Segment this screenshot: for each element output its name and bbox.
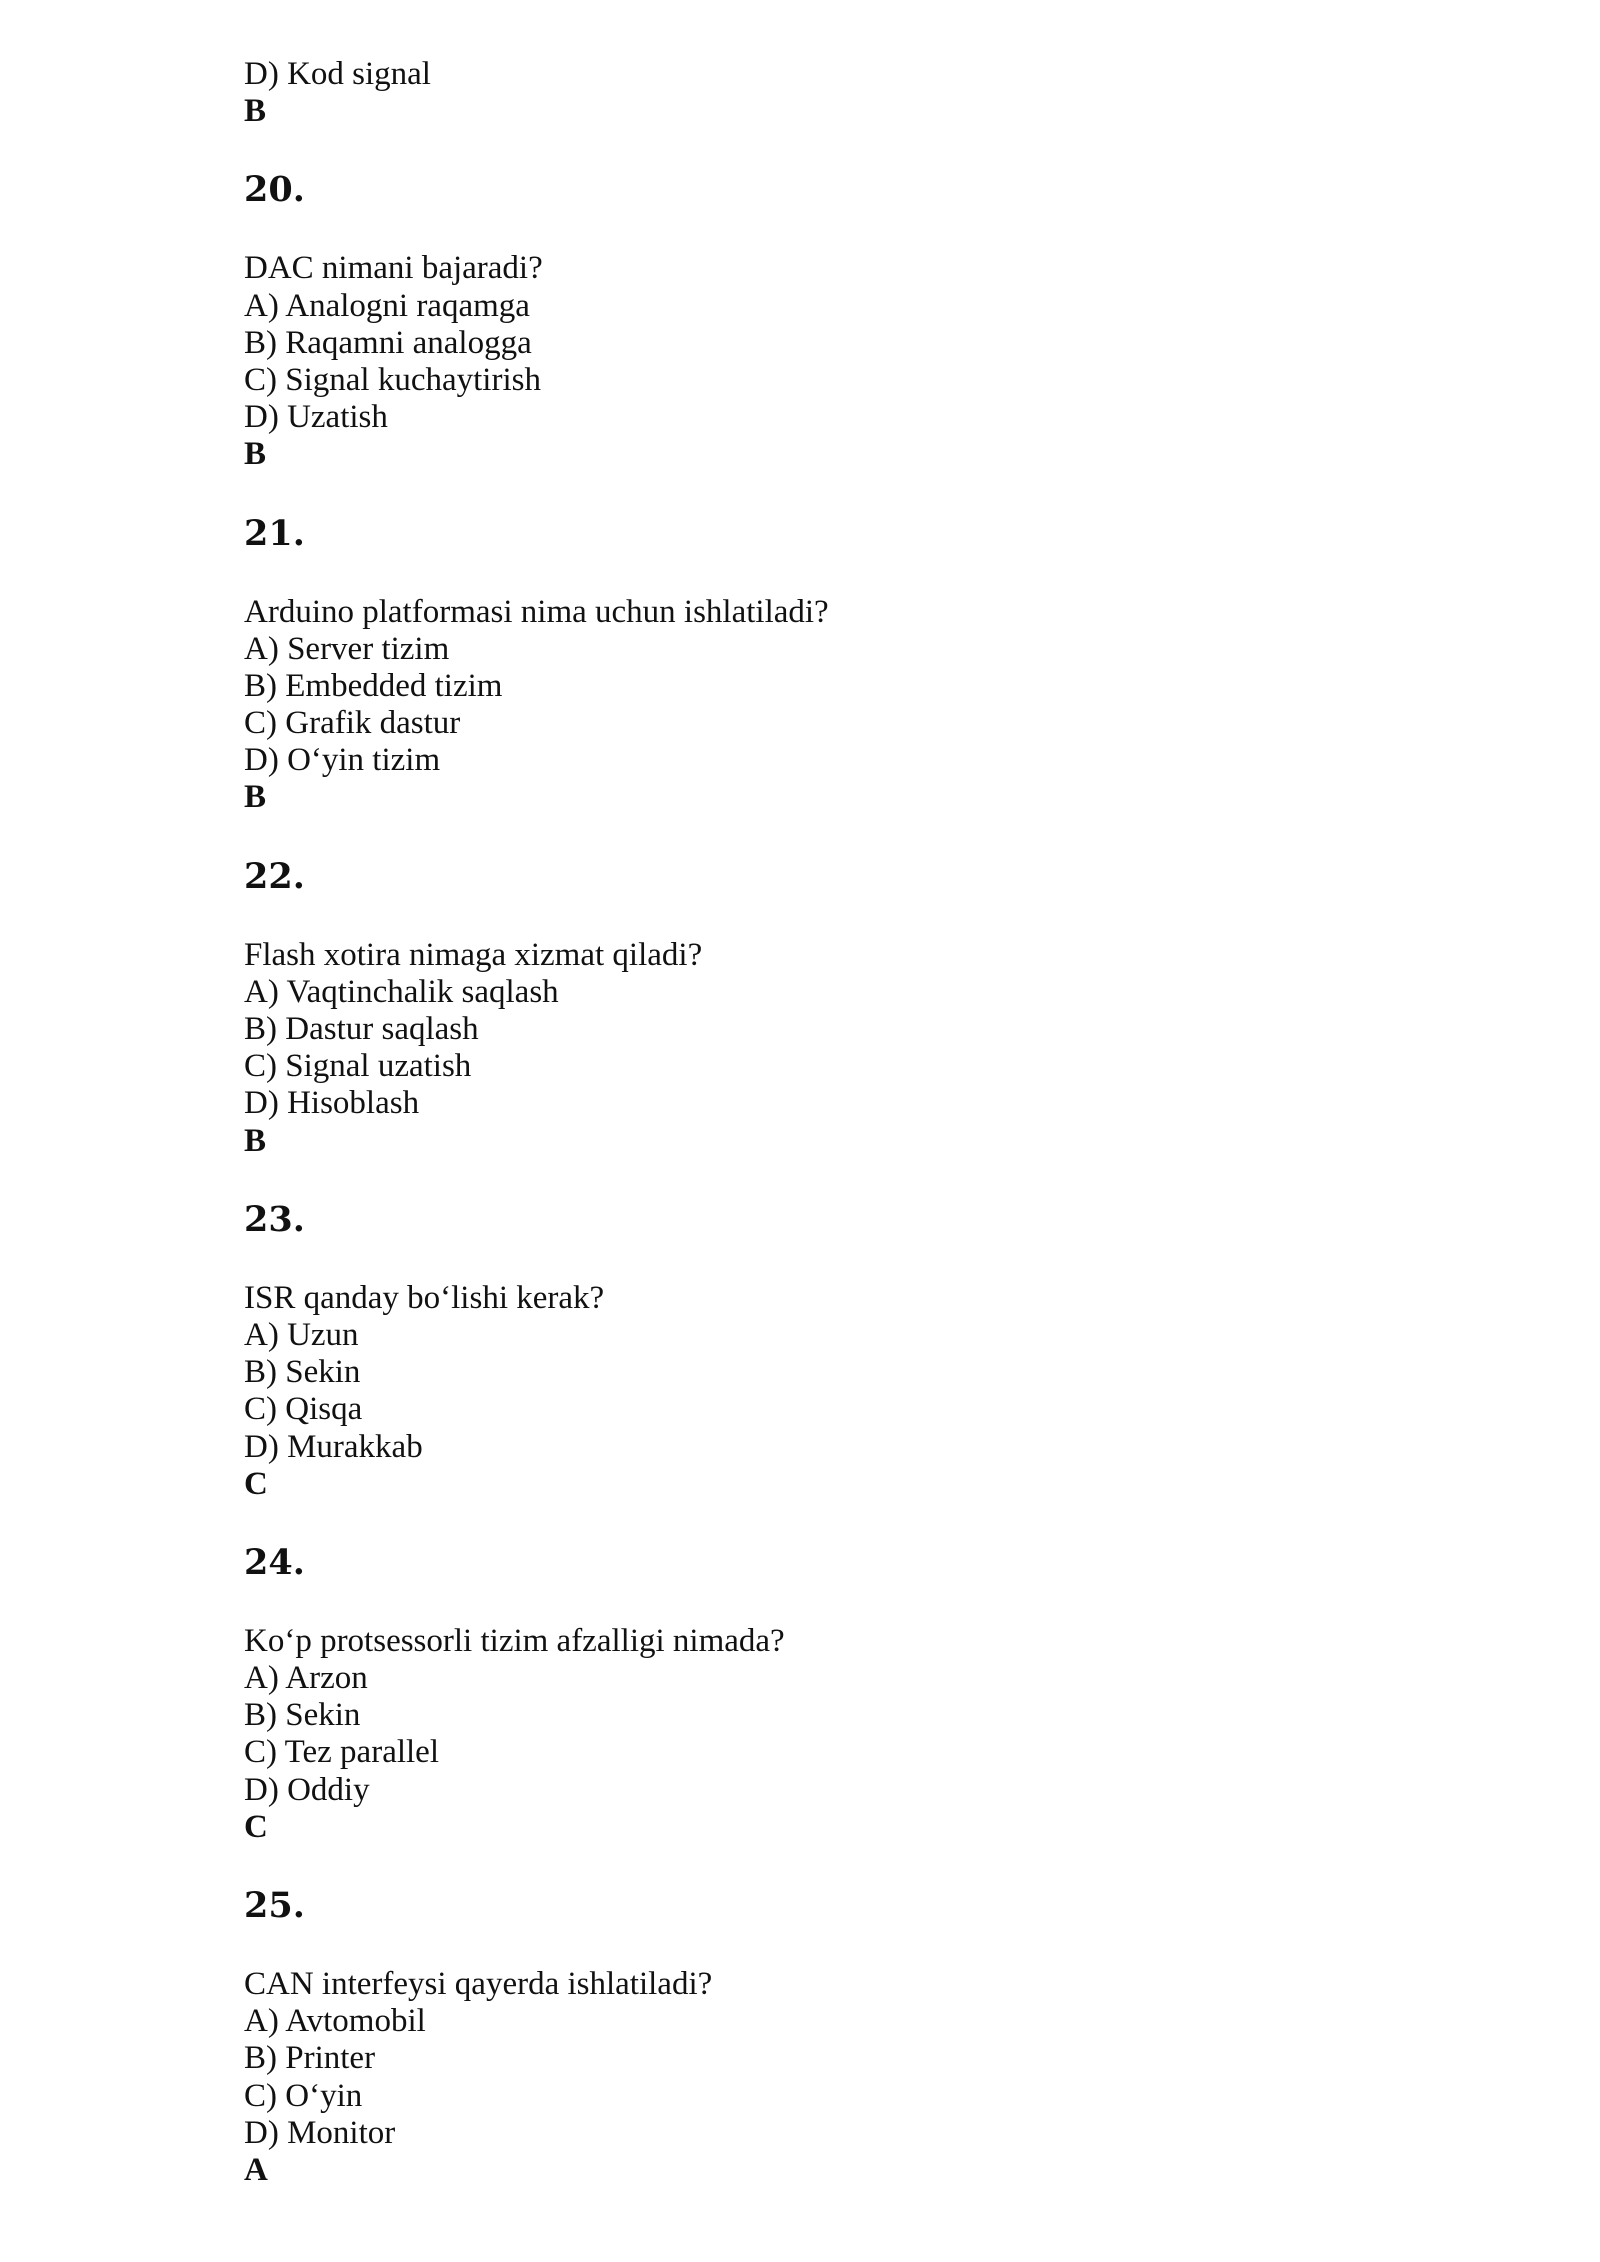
option-d: D) Hisoblash xyxy=(244,1085,420,1122)
option-a: A) Vaqtinchalik saqlash xyxy=(244,973,559,1010)
question-number: 21. xyxy=(244,512,305,554)
option-a: A) Uzun xyxy=(244,1316,359,1353)
question-number: 25. xyxy=(244,1885,305,1926)
option-a: A) Server tizim xyxy=(244,630,450,667)
question-text: DAC nimani bajaradi? xyxy=(244,250,543,287)
option-c: C) Signal uzatish xyxy=(244,1048,472,1085)
answer-key: C xyxy=(244,1808,268,1845)
answer-key: B xyxy=(244,93,267,130)
option-b: B) Dastur saqlash xyxy=(244,1011,479,1047)
document-page xyxy=(244,56,1444,2189)
option-a: A) Analogni raqamga xyxy=(244,287,530,324)
option-d: D) Kod signal xyxy=(244,56,431,92)
question-number: 20. xyxy=(244,169,305,211)
option-d: D) O‘yin tizim xyxy=(244,742,441,779)
question-text: CAN interfeysi qayerda ishlatiladi? xyxy=(244,1966,713,2002)
option-c: C) Signal kuchaytirish xyxy=(244,361,541,398)
question-text: Flash xotira nimaga xizmat qiladi? xyxy=(244,936,703,973)
option-b: B) Embedded tizim xyxy=(244,667,503,704)
answer-key: C xyxy=(244,1465,268,1502)
option-c: C) Qisqa xyxy=(244,1391,363,1428)
question-text: ISR qanday bo‘lishi kerak? xyxy=(244,1279,605,1316)
question-text: Arduino platformasi nima uchun ishlatiladi? xyxy=(244,593,829,630)
answer-key: B xyxy=(244,1122,267,1159)
option-b: B) Sekin xyxy=(244,1697,361,1734)
option-b: B) Sekin xyxy=(244,1354,361,1391)
option-b: B) Raqamni analogga xyxy=(244,324,532,361)
option-d: D) Uzatish xyxy=(244,399,388,436)
question-text: Ko‘p protsessorli tizim afzalligi nimada? xyxy=(244,1622,785,1659)
question-number: 24. xyxy=(244,1541,305,1583)
option-c: C) Tez parallel xyxy=(244,1734,439,1771)
option-c: C) Grafik dastur xyxy=(244,705,461,742)
option-d: D) Murakkab xyxy=(244,1428,423,1465)
option-a: A) Arzon xyxy=(244,1660,368,1697)
option-b: B) Printer xyxy=(244,2040,376,2077)
option-d: D) Monitor xyxy=(244,2114,396,2151)
answer-key: B xyxy=(244,436,267,473)
answer-key: B xyxy=(244,779,267,816)
option-a: A) Avtomobil xyxy=(244,2003,426,2040)
question-number: 22. xyxy=(244,855,305,897)
answer-key: A xyxy=(244,2151,268,2188)
option-d: D) Oddiy xyxy=(244,1771,370,1808)
question-number: 23. xyxy=(244,1198,305,1240)
option-c: C) O‘yin xyxy=(244,2077,363,2114)
